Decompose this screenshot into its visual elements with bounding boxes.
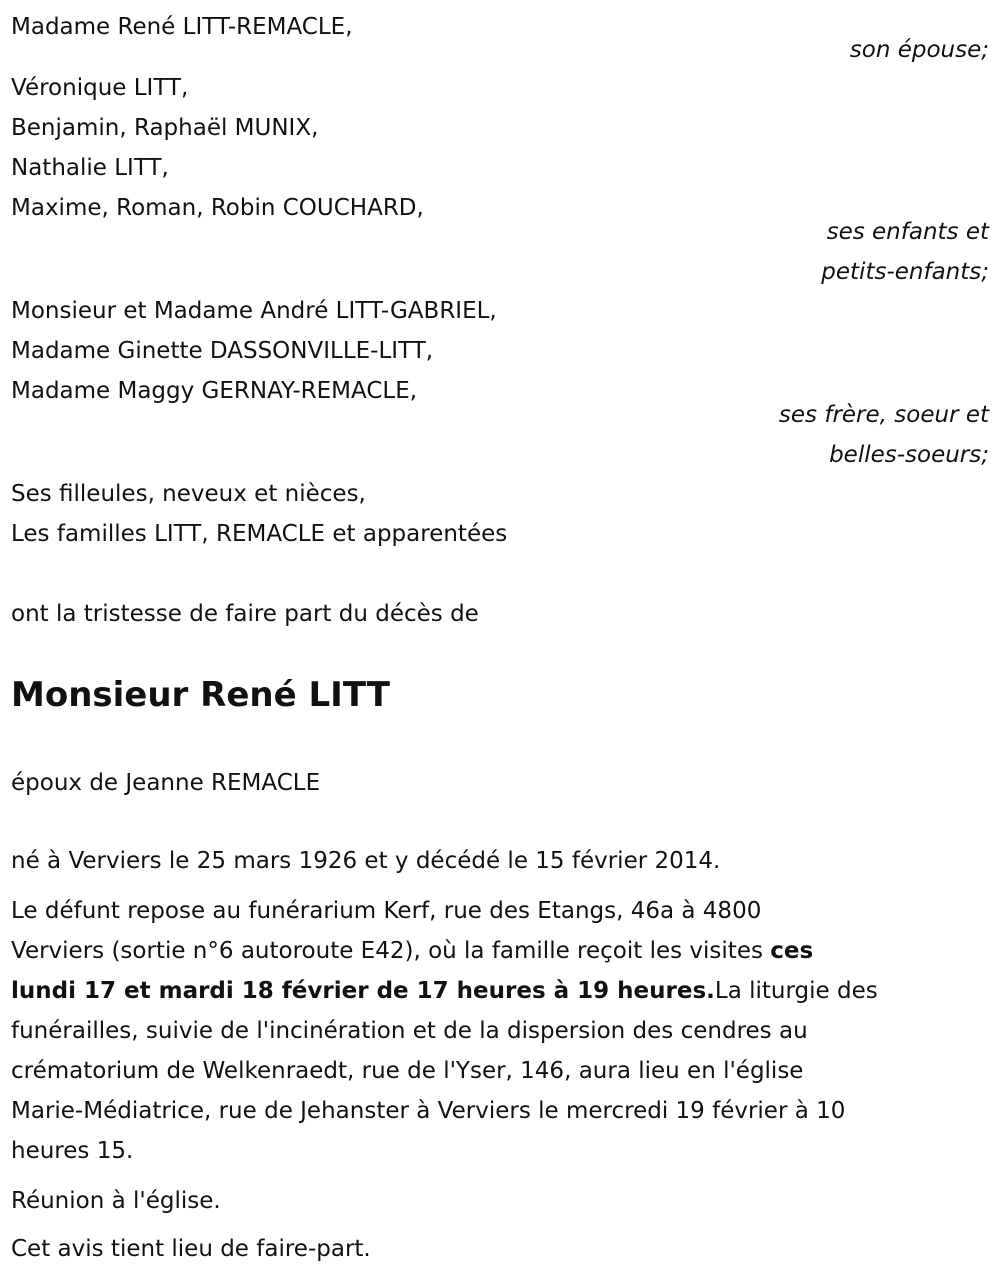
child-name: Maxime, Roman, Robin COUCHARD, [11,195,424,221]
spouse-role: son épouse; [849,37,989,63]
sibling-name: Monsieur et Madame André LITT-GABRIEL, [11,298,497,324]
details-text: La liturgie des [714,978,878,1004]
visit-hours-bold: lundi 17 et mardi 18 février de 17 heures à 19 heures. [11,978,715,1004]
notice: Cet avis tient lieu de faire-part. [11,1236,371,1262]
spouse-name: Madame René LITT-REMACLE, [11,14,353,40]
announcement: ont la tristesse de faire part du décès de [11,601,479,627]
others-line: Les familles LITT, REMACLE et apparentées [11,521,508,547]
details-line: crématorium de Welkenraedt, rue de l'Yser, 146, aura lieu en l'église [11,1058,804,1084]
details-line: Marie-Médiatrice, rue de Jehanster à Verviers le mercredi 19 février à 10 [11,1098,846,1124]
birth-death: né à Verviers le 25 mars 1926 et y décédé le 15 février 2014. [11,848,721,874]
details-line: Le défunt repose au funérarium Kerf, rue des Etangs, 46a à 4800 [11,898,762,924]
details-line [11,971,878,1011]
details-text: Verviers (sortie n°6 autoroute E42), où la famille reçoit les visites [11,938,771,964]
details-line [11,931,813,971]
details-line: heures 15. [11,1138,134,1164]
siblings-role: ses frère, soeur et [778,402,989,428]
deceased-name: Monsieur René LITT [11,675,390,715]
children-role: petits-enfants; [821,259,989,285]
visit-hours-bold: ces [770,938,814,964]
child-name: Véronique LITT, [11,75,189,101]
meeting: Réunion à l'église. [11,1188,221,1214]
sibling-name: Madame Ginette DASSONVILLE-LITT, [11,338,434,364]
others-line: Ses filleules, neveux et nièces, [11,481,366,507]
siblings-role: belles-soeurs; [829,442,989,468]
details-line: funérailles, suivie de l'incinération et de la dispersion des cendres au [11,1018,808,1044]
child-name: Benjamin, Raphaël MUNIX, [11,115,319,141]
child-name: Nathalie LITT, [11,155,169,181]
sibling-name: Madame Maggy GERNAY-REMACLE, [11,378,418,404]
spouse-of: époux de Jeanne REMACLE [11,770,321,796]
children-role: ses enfants et [826,219,989,245]
